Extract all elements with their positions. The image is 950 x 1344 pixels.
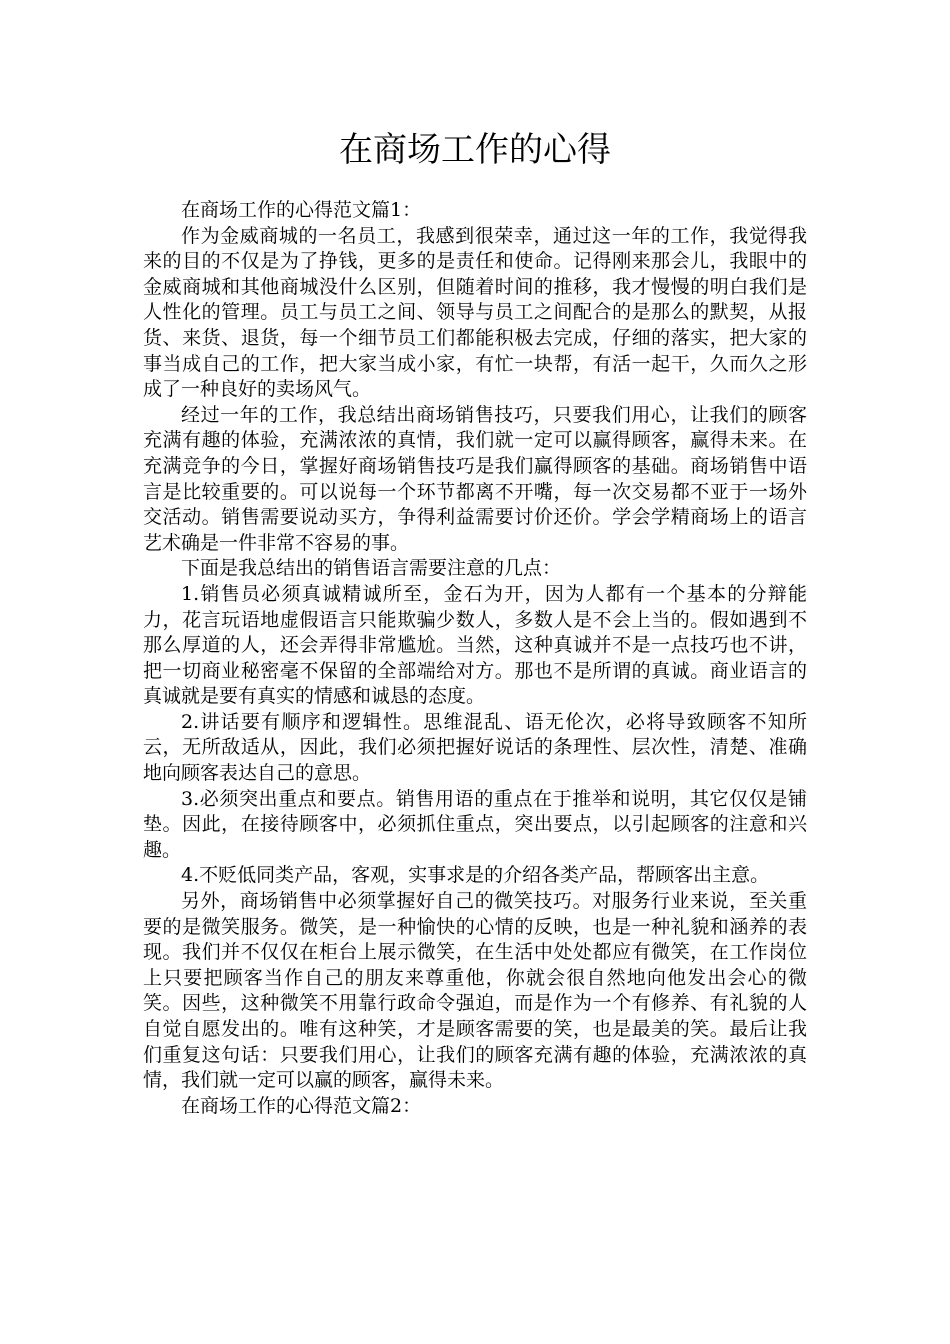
list-item: 1.销售员必须真诚精诚所至，金石为开，因为人都有一个基本的分辩能力，花言玩语地虚假语言只能欺骗少数人，多数人是不会上当的。假如遇到不那么厚道的人，还会弄得非常尴尬。当然，这种真诚并不是一点技巧也不讲，把一切商业秘密毫不保留的全部端给对方。那也不是所谓的真诚。商业语言的真诚就是要有真实的情感和诚恳的态度。 xyxy=(143,582,807,708)
paragraph: 作为金威商城的一名员工，我感到很荣幸，通过这一年的工作，我觉得我来的目的不仅是为了挣钱，更多的是责任和使命。记得刚来那会儿，我眼中的金威商城和其他商城没什么区别，但随着时间的推移，我才慢慢的明白我们是人性化的管理。员工与员工之间、领导与员工之间配合的是那么的默契，从报货、来货、退货，每一个细节员工们都能积极去完成，仔细的落实，把大家的事当成自己的工作，把大家当成小家，有忙一块帮，有活一起干，久而久之形成了一种良好的卖场风气。 xyxy=(143,224,807,401)
essay-heading-1: 在商场工作的心得范文篇1： xyxy=(181,199,422,221)
paragraph: 下面是我总结出的销售语言需要注意的几点： xyxy=(181,557,562,580)
document-body xyxy=(143,198,807,1119)
essay-heading-2: 在商场工作的心得范文篇2： xyxy=(181,1094,422,1117)
paragraph: 另外，商场销售中必须掌握好自己的微笑技巧。对服务行业来说，至关重要的是微笑服务。微笑，是一种愉快的心情的反映，也是一种礼貌和涵养的表现。我们并不仅仅在柜台上展示微笑，在生活中处处都应有微笑，在工作岗位上只要把顾客当作自己的朋友来尊重他，你就会很自然地向他发出会心的微笑。因些，这种微笑不用靠行政命令强迫，而是作为一个有修养、有礼貌的人自觉自愿发出的。唯有这种笑，才是顾客需要的笑，也是最美的笑。最后让我们重复这句话：只要我们用心，让我们的顾客充满有趣的体验，充满浓浓的真情，我们就一定可以赢的顾客，赢得未来。 xyxy=(143,890,807,1092)
list-item: 3.必须突出重点和要点。销售用语的重点在于推举和说明，其它仅仅是铺垫。因此，在接待顾客中，必须抓住重点，突出要点，以引起顾客的注意和兴趣。 xyxy=(143,787,807,861)
list-item: 4.不贬低同类产品，客观，实事求是的介绍各类产品，帮顾客出主意。 xyxy=(181,864,770,887)
list-item: 2.讲话要有顺序和逻辑性。思维混乱、语无伦次，必将导致顾客不知所云，无所敌适从，因此，我们必须把握好说话的条理性、层次性，清楚、准确地向顾客表达自己的意思。 xyxy=(143,710,807,785)
page-title: 在商场工作的心得 xyxy=(339,130,611,170)
paragraph: 经过一年的工作，我总结出商场销售技巧，只要我们用心，让我们的顾客充满有趣的体验，充满浓浓的真情，我们就一定可以赢得顾客，赢得未来。在充满竞争的今日，掌握好商场销售技巧是我们赢得顾客的基础。商场销售中语言是比较重要的。可以说每一个环节都离不开嘴，每一次交易都不亚于一场外交活动。销售需要说动买方，争得利益需要讨价还价。学会学精商场上的语言艺术确是一件非常不容易的事。 xyxy=(143,403,807,554)
